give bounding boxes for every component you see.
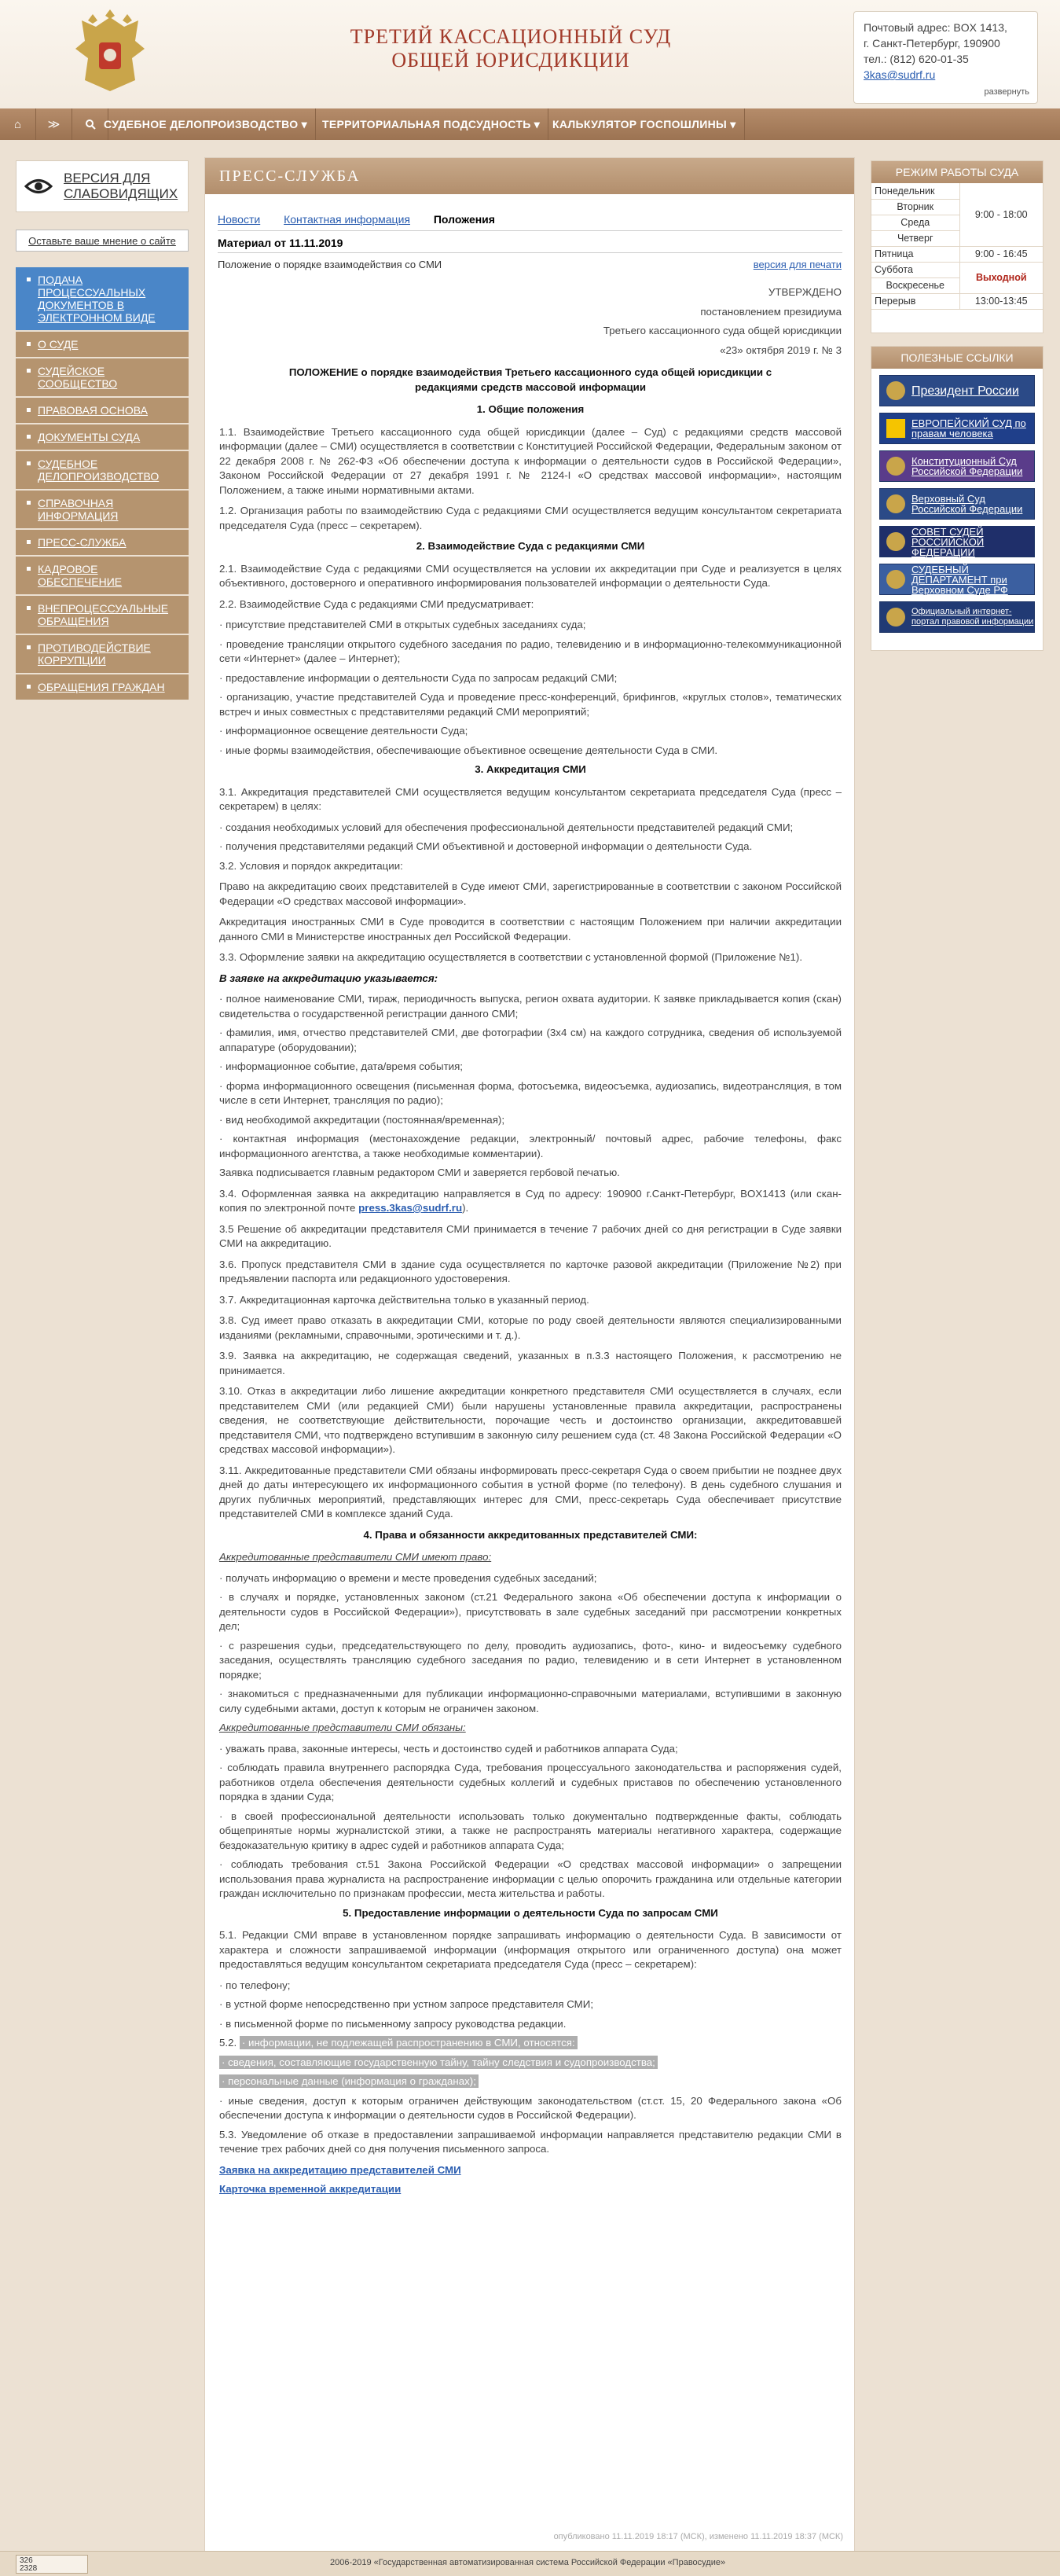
list-item: · фамилия, имя, отчество представителей СМИ, две фотографии (3х4 см) на каждого сотрудника, сведения об используемой аппаратуре (оборудовании); <box>219 1027 842 1053</box>
highlighted-text: · персональные данные (информация о гражданах); <box>219 2074 479 2088</box>
material-subtitle: Положение о порядке взаимодействия со СМИ <box>218 259 442 270</box>
stars-icon <box>886 419 905 438</box>
schedule-day: Четверг <box>871 230 959 246</box>
schedule-row <box>871 293 1043 309</box>
visually-impaired-label-1: ВЕРСИЯ ДЛЯ <box>64 171 151 186</box>
section-heading: 2. Взаимодействие Суда с редакциями СМИ <box>416 540 645 552</box>
feedback-link[interactable]: Оставьте ваше мнение о сайте <box>16 230 189 252</box>
left-menu-item-electronic-filing[interactable]: ПОДАЧА ПРОЦЕССУАЛЬНЫХ ДОКУМЕНТОВ В ЭЛЕКТРОННОМ ВИДЕ <box>16 267 189 332</box>
top-navigation <box>0 108 1060 140</box>
document-title: ПОЛОЖЕНИЕ о порядке взаимодействия Третьего кассационного суда общей юрисдикции с редакциями средств массовой информации <box>288 366 772 393</box>
link-legal-portal[interactable] <box>879 601 1035 633</box>
divider <box>218 252 842 253</box>
schedule-box <box>871 160 1043 333</box>
paragraph: 1.1. Взаимодействие Третьего кассационного суда общей юрисдикции (далее – Суд) с редакциями средств массовой информации (далее – СМИ) осуществляется в соответствии с Конституцией Российской Федерации, Федеральным законом от 22 декабря 2008 г. № 262-ФЗ «Об обеспечении доступа к информации о деятельности судов в Российской Федерации», Законом Российской Федерации от 27 декабря 1991 г. № 2124-I «О средствах массовой информации», настоящим Положением, а также иными нормативными актами. <box>219 425 842 496</box>
eye-icon <box>24 178 53 195</box>
section-heading: 5. Предоставление информации о деятельности Суда по запросам СМИ <box>343 1906 718 1919</box>
link-constitutional-court[interactable] <box>879 450 1035 482</box>
paragraph-text: ). <box>462 1202 469 1214</box>
schedule-title: РЕЖИМ РАБОТЫ СУДА <box>871 161 1043 183</box>
emblem-icon <box>886 608 905 627</box>
left-menu-item-reference-info[interactable]: СПРАВОЧНАЯ ИНФОРМАЦИЯ <box>16 491 189 530</box>
breadcrumb <box>218 213 495 226</box>
contact-address-line1: Почтовый адрес: BOX 1413, <box>864 21 1007 34</box>
visit-counter[interactable] <box>16 2555 88 2574</box>
paragraph: 3.8. Суд имеет право отказать в аккредитации СМИ, которые по роду своей деятельности являются специализированными изданиями (рекламными, справочными, эротическими и т. д.). <box>219 1314 842 1341</box>
visually-impaired-version-button[interactable] <box>16 160 189 212</box>
schedule-day: Суббота <box>871 262 959 277</box>
link-label: Президент России <box>911 384 1019 398</box>
court-name-line2: ОБЩЕЙ ЮРИСДИКЦИИ <box>391 49 630 72</box>
left-menu-item-press-service[interactable]: ПРЕСС-СЛУЖБА <box>16 530 189 557</box>
link-judicial-department[interactable] <box>879 564 1035 595</box>
schedule-row <box>871 183 1043 199</box>
approval-line: «23» октября 2019 г. № 3 <box>720 344 842 356</box>
list-item: · создания необходимых условий для обеспечения профессиональной деятельности представителей редакций СМИ; <box>219 821 794 833</box>
list-item: · в устной форме непосредственно при устном запросе представителя СМИ; <box>219 1998 594 2010</box>
list-item: · получения представителями редакций СМИ объективной и достоверной информации о деятельности Суда. <box>219 840 753 852</box>
paragraph: 3.1. Аккредитация представителей СМИ осуществляется ведущим консультантом секретариата председателя Суда (пресс – секретарем) в целях: <box>219 785 842 812</box>
list-item: · с разрешения судьи, председательствующего по делу, проводить аудиозапись, фото-, кино- и видеосъемку судебного заседания, осуществлять трансляцию судебного заседания по радио, телевидению и в сети Интернет в установленном порядке; <box>219 1639 842 1681</box>
list-item: · в письменной форме по письменному запросу руководства редакции. <box>219 2017 567 2030</box>
left-menu-item-court-proceedings[interactable]: СУДЕБНОЕ ДЕЛОПРОИЗВОДСТВО <box>16 451 189 491</box>
counter-value: 2328 <box>20 2564 38 2573</box>
schedule-day: Пятница <box>871 246 959 262</box>
left-menu-item-judicial-community[interactable]: СУДЕЙСКОЕ СООБЩЕСТВО <box>16 358 189 398</box>
list-item: · информационное событие, дата/время события; <box>219 1060 463 1072</box>
paragraph: 2.2. Взаимодействие Суда с редакциями СМИ предусматривает: <box>219 597 534 610</box>
left-menu-item-citizen-appeals[interactable]: ОБРАЩЕНИЯ ГРАЖДАН <box>16 674 189 701</box>
paragraph: 3.6. Пропуск представителя СМИ в здание суда осуществляется по карточке разовой аккредитации (Приложение №2) при предъявлении паспорта или редакционного удостоверения. <box>219 1258 842 1284</box>
paragraph: 3.5 Решение об аккредитации представителя СМИ принимается в течение 7 рабочих дней со дня регистрации в Суде заявки СМИ на аккредитацию. <box>219 1222 842 1249</box>
nav-item-fee-calculator[interactable]: КАЛЬКУЛЯТОР ГОСПОШЛИНЫ ▾ <box>545 108 745 140</box>
eagle-icon <box>886 457 905 476</box>
visually-impaired-label-2: СЛАБОВИДЯЩИХ <box>64 186 178 201</box>
home-icon[interactable]: ⌂ <box>0 108 36 140</box>
contact-box <box>853 11 1038 104</box>
nav-item-court-proceedings[interactable]: СУДЕБНОЕ ДЕЛОПРОИЗВОДСТВО ▾ <box>96 108 316 140</box>
tab-regulations[interactable]: Положения <box>433 213 495 226</box>
list-item: · по телефону; <box>219 1979 291 1991</box>
list-item: · соблюдать требования ст.51 Закона Российской Федерации «О средствах массовой информации» о запрещении использования права журналиста на распространение информации с целью опорочить гражданина или отдельные категории граждан исключительно по признакам профессии, места жительства и работы. <box>219 1858 842 1899</box>
list-item: · контактная информация (местонахождение редакции, электронный/ почтовый адрес, рабочие телефоны, факс информационного агентства, а также необходимые комментарии). <box>219 1133 842 1159</box>
paragraph-text: 3.4. Оформленная заявка на аккредитацию направляется в Суд по адресу: 190900 г.Санкт-Петербург, BOX1413 (или скан-копия по электронной почте <box>219 1187 842 1214</box>
divider <box>218 230 842 231</box>
link-label: Верховный Суд Российской Федерации <box>911 493 1023 515</box>
schedule-row <box>871 246 1043 262</box>
site-header <box>0 0 1060 108</box>
paragraph: 3.9. Заявка на аккредитацию, не содержащая сведений, указанных в п.3.3 настоящего Положения, к рассмотрению не принимается. <box>219 1350 842 1376</box>
schedule-day: Воскресенье <box>871 277 959 293</box>
link-label: Конституционный Суд Российской Федерации <box>911 455 1023 477</box>
paragraph: Аккредитация иностранных СМИ в Суде проводится в соответствии с настоящим Положением при наличии аккредитации данного СМИ в Министерстве иностранных дел Российской Федерации. <box>219 916 842 943</box>
paragraph: 2.1. Взаимодействие Суда с редакциями СМИ осуществляется на условии их аккредитации при Суде и реализуется в целях объективного, достоверного и оперативного информирования пользователей информации о деятельности Суда. <box>219 562 842 589</box>
schedule-time: 9:00 - 16:45 <box>959 246 1043 262</box>
eagle-icon <box>886 381 905 400</box>
subheading: Аккредитованные представители СМИ обязаны: <box>219 1722 466 1733</box>
contact-phone: тел.: (812) 620-01-35 <box>864 53 969 65</box>
schedule-time: 9:00 - 18:00 <box>959 183 1043 246</box>
emblem-icon <box>886 570 905 589</box>
emblem-icon <box>886 532 905 551</box>
section-heading: 3. Аккредитация СМИ <box>475 763 586 775</box>
paragraph: 5.3. Уведомление об отказе в предоставлении запрашиваемой информации направляется представителю редакции СМИ в течение трех рабочих дней со дня получения письменного запроса. <box>219 2128 842 2155</box>
paragraph: 3.10. Отказ в аккредитации либо лишение аккредитации конкретного представителя СМИ осуществляется в случаях, если представителем СМИ (или редакцией СМИ) были нарушены установленные правила аккредитации, распространены сведения, не соответствующие действительности, порочащие честь и достоинство организации, аккредитовавшей представителя СМИ, что подтверждено вступившим в законную силу решением суда (ст. 48 Закона Российской Федерации «О средствах массовой информации»). <box>219 1385 842 1455</box>
list-item: · получать информацию о времени и месте проведения судебных заседаний; <box>219 1571 597 1584</box>
list-item: · полное наименование СМИ, тираж, периодичность выпуска, регион охвата аудитории. К заявке прикладывается копия (скан) свидетельства о государственной регистрации данного СМИ; <box>219 993 842 1020</box>
nav-item-territorial-jurisdiction[interactable]: ТЕРРИТОРИАЛЬНАЯ ПОДСУДНОСТЬ ▾ <box>314 108 548 140</box>
copyright-text: 2006-2019 «Государственная автоматизированная система Российской Федерации «Правосудие» <box>330 2558 726 2567</box>
paragraph: Заявка подписывается главным редактором СМИ и заверяется гербовой печатью. <box>219 1167 620 1178</box>
section-title: ПРЕСС-СЛУЖБА <box>205 158 854 194</box>
left-menu <box>16 267 189 701</box>
list-item: · форма информационного освещения (письменная форма, фотосъемка, видеосъемка, аудиозапись, видеотрансляция, в том числе в сети Интернет, трансляция по радио); <box>219 1079 842 1106</box>
material-date: Материал от 11.11.2019 <box>218 237 343 249</box>
paragraph: 1.2. Организация работы по взаимодействию Суда с редакциями СМИ осуществляется ведущим консультантом секретариата председателя Суда (пресс – секретарем). <box>219 505 842 531</box>
paragraph: 3.3. Оформление заявки на аккредитацию осуществляется в соответствии с установленной формой (Приложение №1). <box>219 951 803 963</box>
left-menu-item-legal-basis[interactable]: ПРАВОВАЯ ОСНОВА <box>16 398 189 424</box>
link-supreme-court[interactable] <box>879 488 1035 520</box>
list-item: · соблюдать правила внутреннего распорядка Суда, требования процессуального законодательства и распоряжения судей, работников отдела обеспечения деятельности судебных коллегий и судебных приставов по обеспечению установленного порядка в здании Суда; <box>219 1762 842 1802</box>
link-echr[interactable] <box>879 413 1035 444</box>
counter-value: 326 <box>20 2556 33 2565</box>
expand-contact-button[interactable]: развернуть <box>984 87 1029 97</box>
schedule-day: Вторник <box>871 199 959 215</box>
schedule-time: Выходной <box>959 262 1043 293</box>
approval-line: Третьего кассационного суда общей юрисдикции <box>603 325 842 336</box>
paragraph: 3.11. Аккредитованные представители СМИ обязаны информировать пресс-секретаря Суда о своем прибытии не позднее двух дней до даты интересующего их информационного события в устной форме (по телефону). В день судебного слушания и других публичных мероприятий, представляющих интерес для СМИ, пресс-секретарь Суда обеспечивает присутствие представителей СМИ в комплексе зданий Суда. <box>219 1464 842 1520</box>
contact-email-link[interactable]: 3kas@sudrf.ru <box>864 68 936 81</box>
list-item: · иные сведения, доступ к которым ограничен действующим законодательством (ст.ст. 15, 20 Федерального закона «Об обеспечении доступа к информации о деятельности судов в Российской Федерации). <box>219 2094 842 2121</box>
list-item: · знакомиться с предназначенными для публикации информационно-справочными материалами, вступившими в законную силу судебными актами, доступ к которым не ограничен законом. <box>219 1688 842 1714</box>
useful-links-box <box>871 346 1043 651</box>
left-menu-item-staffing[interactable]: КАДРОВОЕ ОБЕСПЕЧЕНИЕ <box>16 557 189 596</box>
list-item <box>219 2036 842 2051</box>
court-name <box>314 25 707 72</box>
list-item <box>219 2074 842 2089</box>
paragraph: 3.2. Условия и порядок аккредитации: <box>219 859 403 872</box>
link-president[interactable] <box>879 375 1035 406</box>
paragraph: 3.7. Аккредитационная карточка действительна только в указанный период. <box>219 1293 589 1306</box>
schedule-day: Среда <box>871 215 959 230</box>
coat-of-arms-emblem <box>69 9 151 94</box>
link-label: ЕВРОПЕЙСКИЙ СУД по правам человека <box>911 417 1026 439</box>
paragraph: 5.1. Редакции СМИ вправе в установленном порядке запрашивать информацию о деятельности Суда. В зависимости от характера и сложности запрашиваемой информации (информация открытого или ограниченного доступа) она может предоставляться ведущим консультантом секретариата председателя Суда (пресс – секретарем): <box>219 1929 842 1970</box>
publication-info: опубликовано 11.11.2019 18:17 (МСК), изменено 11.11.2019 18:37 (МСК) <box>553 2532 843 2541</box>
link-label: СОВЕТ СУДЕЙ РОССИЙСКОЙ ФЕДЕРАЦИИ <box>911 525 985 558</box>
subheading: В заявке на аккредитацию указывается: <box>219 972 438 984</box>
print-version-link[interactable]: версия для печати <box>753 259 842 270</box>
schedule-day: Понедельник <box>871 183 959 199</box>
link-label: Официальный интернет-портал правовой информации <box>911 607 1034 627</box>
tab-contact-info[interactable]: Контактная информация <box>284 213 410 226</box>
sitemap-icon[interactable]: ≫ <box>36 108 72 140</box>
subheading: Аккредитованные представители СМИ имеют право: <box>219 1551 492 1563</box>
press-email-link[interactable]: press.3kas@sudrf.ru <box>358 1202 463 1214</box>
left-menu-item-about-court[interactable]: О СУДЕ <box>16 332 189 358</box>
highlighted-text: · сведения, составляющие государственную тайну, тайну следствия и судопроизводства; <box>219 2056 658 2069</box>
list-item <box>219 2056 842 2071</box>
list-item: · информационное освещение деятельности Суда; <box>219 725 468 737</box>
list-item: · уважать права, законные интересы, честь и достоинство судей и работников аппарата Суда; <box>219 1742 678 1755</box>
section-heading: 1. Общие положения <box>476 403 585 415</box>
list-item: · предоставление информации о деятельности Суда по запросам редакций СМИ; <box>219 671 618 684</box>
list-item: · иные формы взаимодействия, обеспечивающие объективное освещение деятельности Суда в СМИ. <box>219 744 718 756</box>
left-menu-item-court-documents[interactable]: ДОКУМЕНТЫ СУДА <box>16 424 189 451</box>
useful-links-title: ПОЛЕЗНЫЕ ССЫЛКИ <box>871 347 1043 369</box>
temporary-accreditation-card-link[interactable]: Карточка временной аккредитации <box>219 2183 402 2195</box>
court-name-line1: ТРЕТИЙ КАССАЦИОННЫЙ СУД <box>350 25 672 48</box>
list-item: · проведение трансляции открытого судебного заседания по радио, телевидению и в информационно-телекоммуникационной сети «Интернет» (далее – Интернет); <box>219 638 842 664</box>
list-item: · присутствие представителей СМИ в открытых судебных заседаниях суда; <box>219 619 586 630</box>
list-item: · вид необходимой аккредитации (постоянная/временная); <box>219 1113 505 1126</box>
highlighted-text: · информации, не подлежащей распространению в СМИ, относятся: <box>240 2036 578 2049</box>
schedule-time: 13:00-13:45 <box>959 293 1043 309</box>
left-menu-item-extraprocedural-appeals[interactable]: ВНЕПРОЦЕССУАЛЬНЫЕ ОБРАЩЕНИЯ <box>16 596 189 635</box>
section-heading: 4. Права и обязанности аккредитованных представителей СМИ: <box>363 1528 698 1541</box>
left-menu-item-anti-corruption[interactable]: ПРОТИВОДЕЙСТВИЕ КОРРУПЦИИ <box>16 635 189 674</box>
paragraph: Право на аккредитацию своих представителей в Суде имеют СМИ, зарегистрированные в соответствии с законом Российской Федерации «О средствах массовой информации». <box>219 880 842 907</box>
list-item: · в случаях и порядке, установленных законом (ст.21 Федерального закона «Об обеспечении доступа к информации о деятельности судов в Российской Федерации»), присутствовать в зале судебных заседаний при рассмотрении конкретных дел; <box>219 1591 842 1632</box>
approval-line: УТВЕРЖДЕНО <box>768 286 842 298</box>
approval-line: постановлением президиума <box>700 305 842 318</box>
tab-news[interactable]: Новости <box>218 213 261 226</box>
schedule-row <box>871 262 1043 277</box>
main-content <box>204 157 855 2555</box>
list-item: · организацию, участие представителей Суда и проведение пресс-конференций, брифингов, «круглых столов», тематических встреч и иных совместных с представителями редакций СМИ мероприятий; <box>219 691 842 718</box>
contact-address-line2: г. Санкт-Петербург, 190900 <box>864 37 1000 50</box>
link-council-of-judges[interactable] <box>879 526 1035 557</box>
eagle-icon <box>886 494 905 513</box>
link-label: СУДЕБНЫЙ ДЕПАРТАМЕНТ при Верховном Суде РФ <box>911 563 1008 596</box>
document-body <box>219 285 842 2202</box>
list-item: · в своей профессиональной деятельности использовать только документально подтвержденные факты, соблюдать общепринятые нормы журналистской этики, а также не распространять материалы негативного характера, содержащие бездоказательную критику в адрес судей и работников аппарата Суда; <box>219 1810 842 1851</box>
paragraph-number: 5.2. <box>219 2037 237 2049</box>
accreditation-request-link[interactable]: Заявка на аккредитацию представителей СМИ <box>219 2163 461 2176</box>
paragraph <box>219 1187 842 1216</box>
schedule-table <box>871 183 1043 310</box>
schedule-day: Перерыв <box>871 293 959 309</box>
